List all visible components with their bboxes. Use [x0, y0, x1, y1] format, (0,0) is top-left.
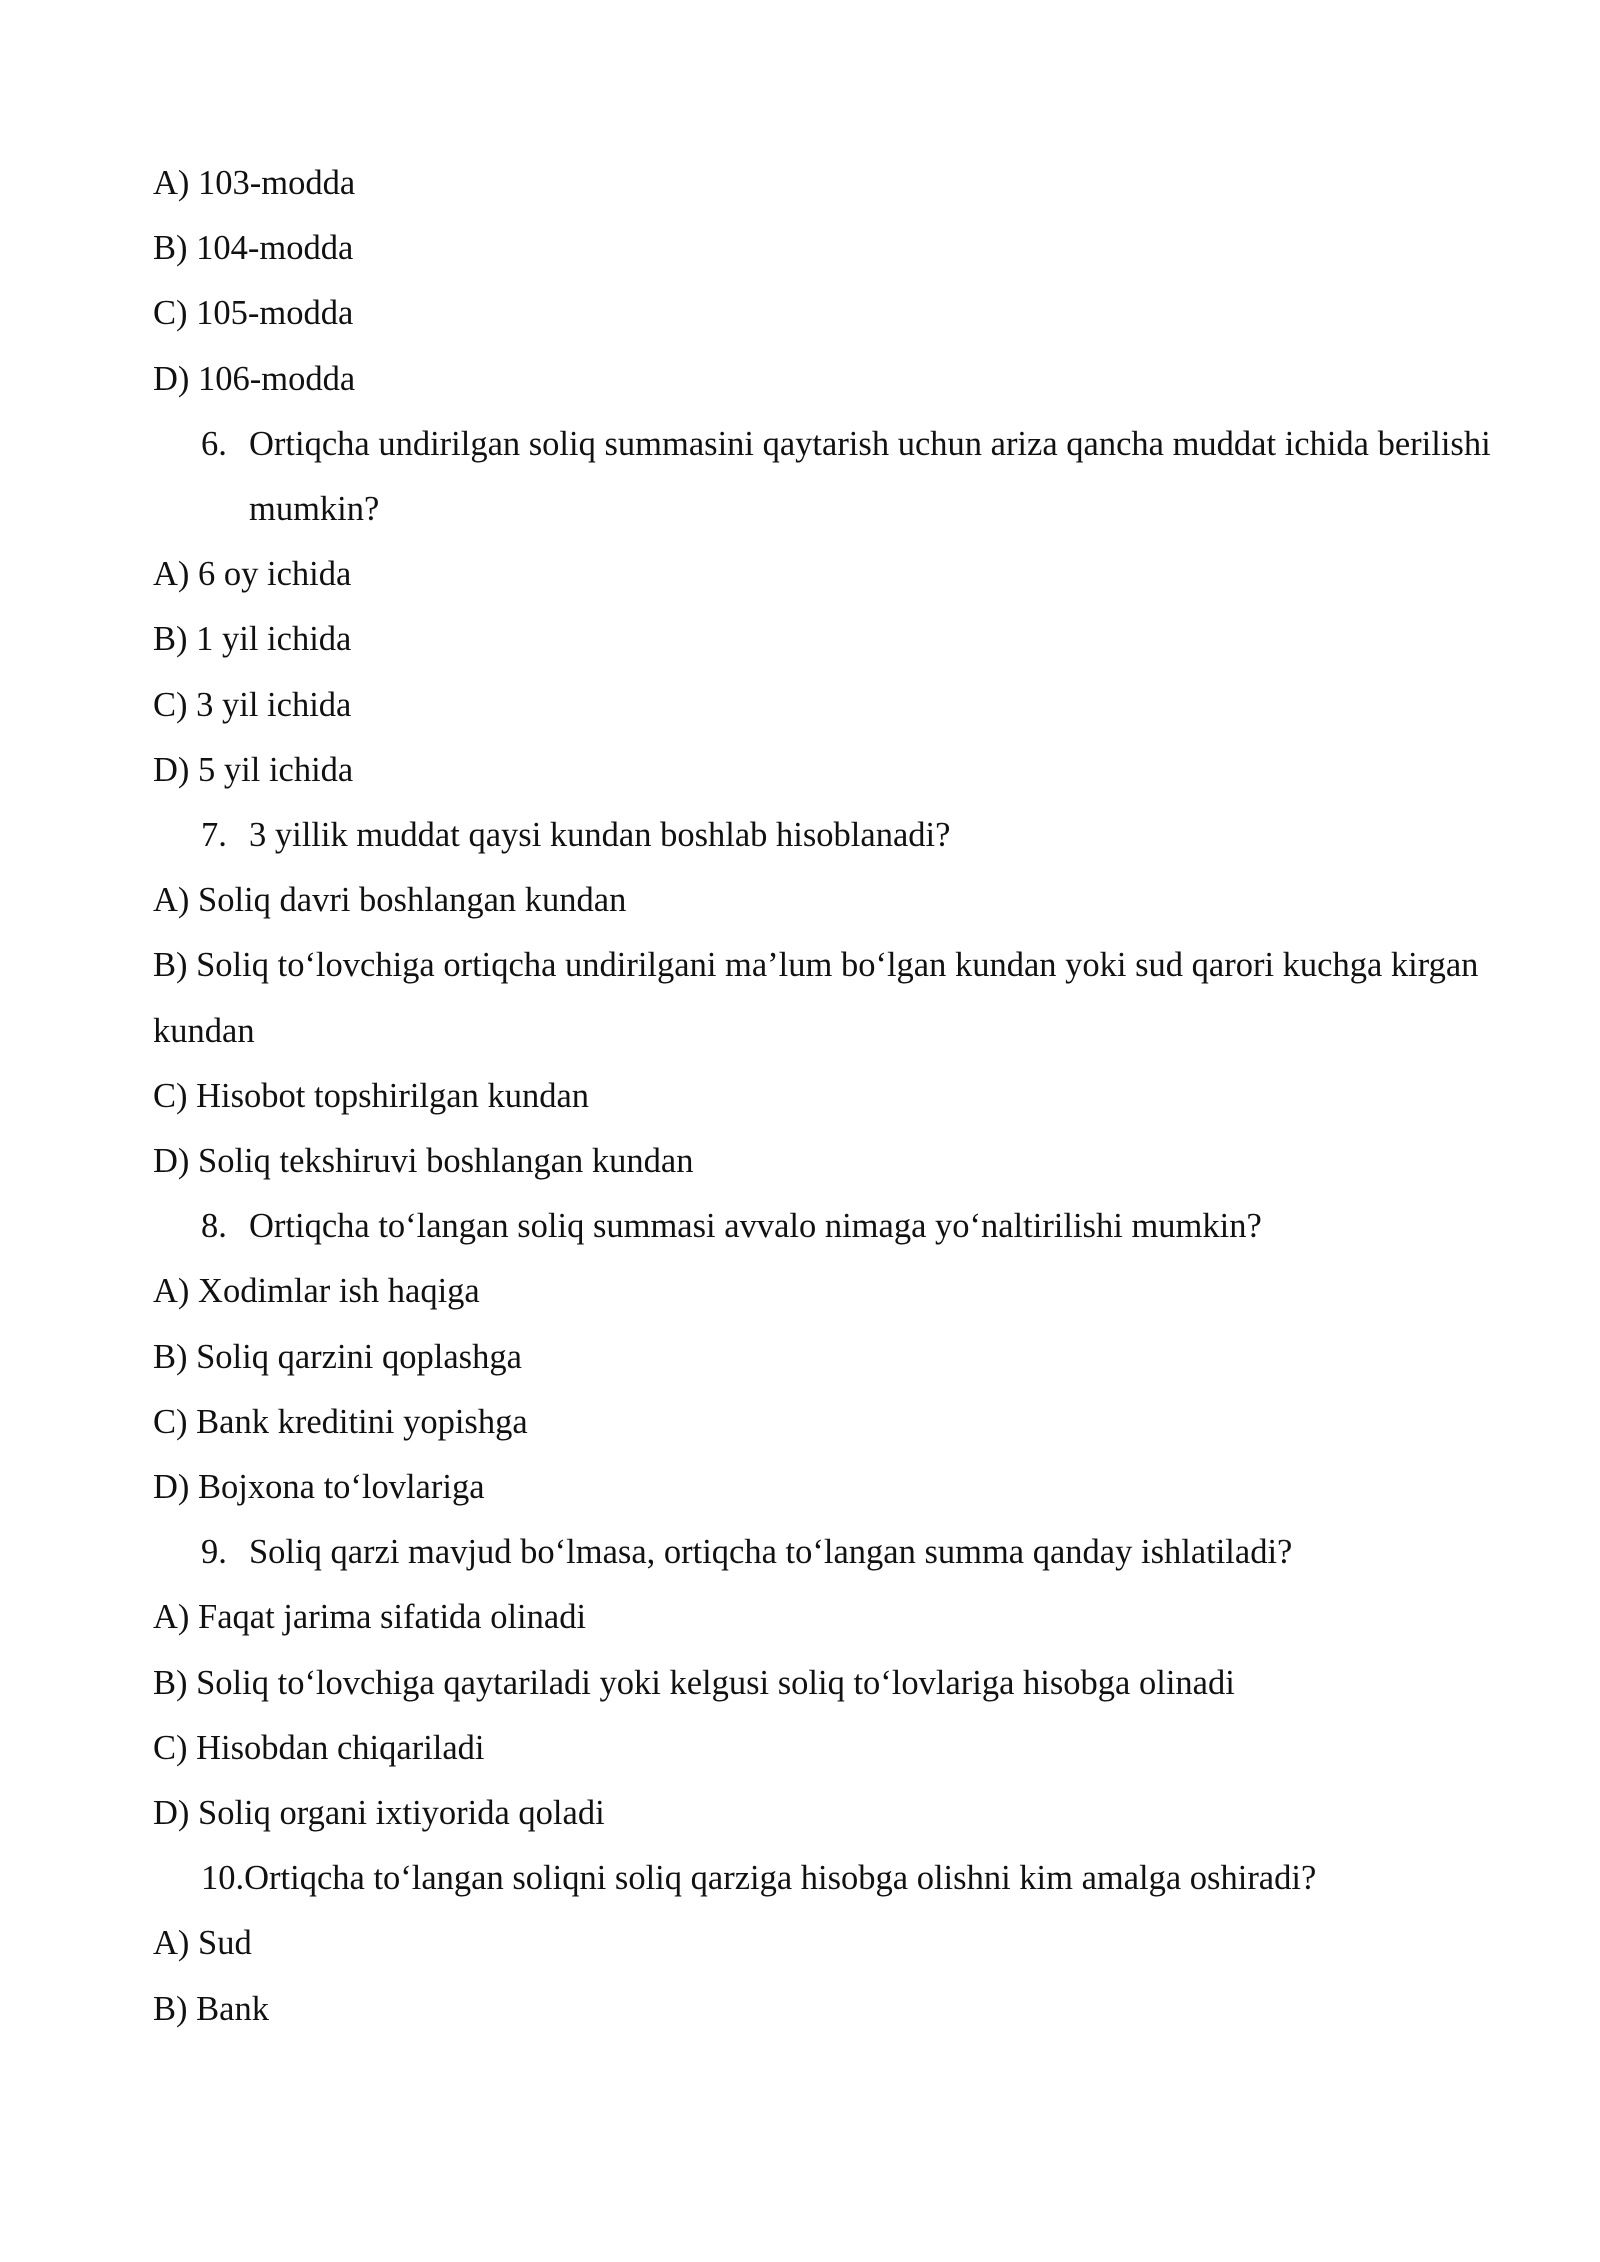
- option-b-q7: B) Soliq to‘lovchiga ortiqcha undirilgani ma’lum bo‘lgan kundan yoki sud qarori kuchga kirgan kundan: [153, 946, 1479, 1050]
- option-a-q5: A) 103-modda: [153, 164, 356, 202]
- question-number: 6.: [201, 424, 227, 463]
- option-a-q7: A) Soliq davri boshlangan kundan: [153, 881, 627, 920]
- option-c-q7: C) Hisobot topshirilgan kundan: [153, 1076, 590, 1115]
- question-number: 9.: [201, 1533, 227, 1572]
- question-8: [153, 1194, 1500, 1259]
- option-d-q7: D) Soliq tekshiruvi boshlangan kundan: [153, 1142, 694, 1181]
- question-text: Ortiqcha undirilgan soliq summasini qaytarish uchun ariza qancha muddat ichida berilishi mumkin?: [249, 424, 1491, 529]
- option-c-q5: C) 105-modda: [153, 294, 354, 333]
- question-number: 8.: [201, 1207, 227, 1246]
- question-number: 10.: [201, 1859, 245, 1898]
- option-b-q10: B) Bank: [153, 1989, 269, 2028]
- question-text: Ortiqcha to‘langan soliqni soliq qarziga hisobga olishni kim amalga oshiradi?: [244, 1859, 1317, 1898]
- option-b-q5: B) 104-modda: [153, 229, 354, 268]
- question-text: Ortiqcha to‘langan soliq summasi avvalo nimaga yo‘naltirilishi mumkin?: [249, 1207, 1262, 1246]
- option-b-q9: B) Soliq to‘lovchiga qaytariladi yoki kelgusi soliq to‘lovlariga hisobga olinadi: [153, 1663, 1235, 1702]
- option-d-q9: D) Soliq organi ixtiyorida qoladi: [153, 1794, 605, 1833]
- option-c-q8: C) Bank kreditini yopishga: [153, 1402, 528, 1441]
- question-10: [153, 1846, 1500, 1911]
- question-6: [153, 412, 1500, 542]
- option-d-q8: D) Bojxona to‘lovlariga: [153, 1468, 485, 1507]
- option-a-q9: A) Faqat jarima sifatida olinadi: [153, 1598, 587, 1637]
- option-c-q6: C) 3 yil ichida: [153, 685, 352, 724]
- option-d-q5: D) 106-modda: [153, 359, 356, 398]
- option-a-q10: A) Sud: [153, 1924, 252, 1963]
- option-a-q6: A) 6 oy ichida: [153, 555, 352, 594]
- option-d-q6: D) 5 yil ichida: [153, 750, 354, 789]
- question-number: 7.: [201, 816, 227, 855]
- option-b-q8: B) Soliq qarzini qoplashga: [153, 1337, 522, 1376]
- option-a-q8: A) Xodimlar ish haqiga: [153, 1272, 480, 1311]
- question-text: Soliq qarzi mavjud bo‘lmasa, ortiqcha to‘langan summa qanday ishlatiladi?: [249, 1533, 1293, 1572]
- option-b-q6: B) 1 yil ichida: [153, 620, 352, 659]
- option-c-q9: C) Hisobdan chiqariladi: [153, 1728, 485, 1767]
- question-text: 3 yillik muddat qaysi kundan boshlab hisoblanadi?: [249, 816, 951, 855]
- question-9: [153, 1520, 1500, 1585]
- question-7: [153, 803, 1500, 868]
